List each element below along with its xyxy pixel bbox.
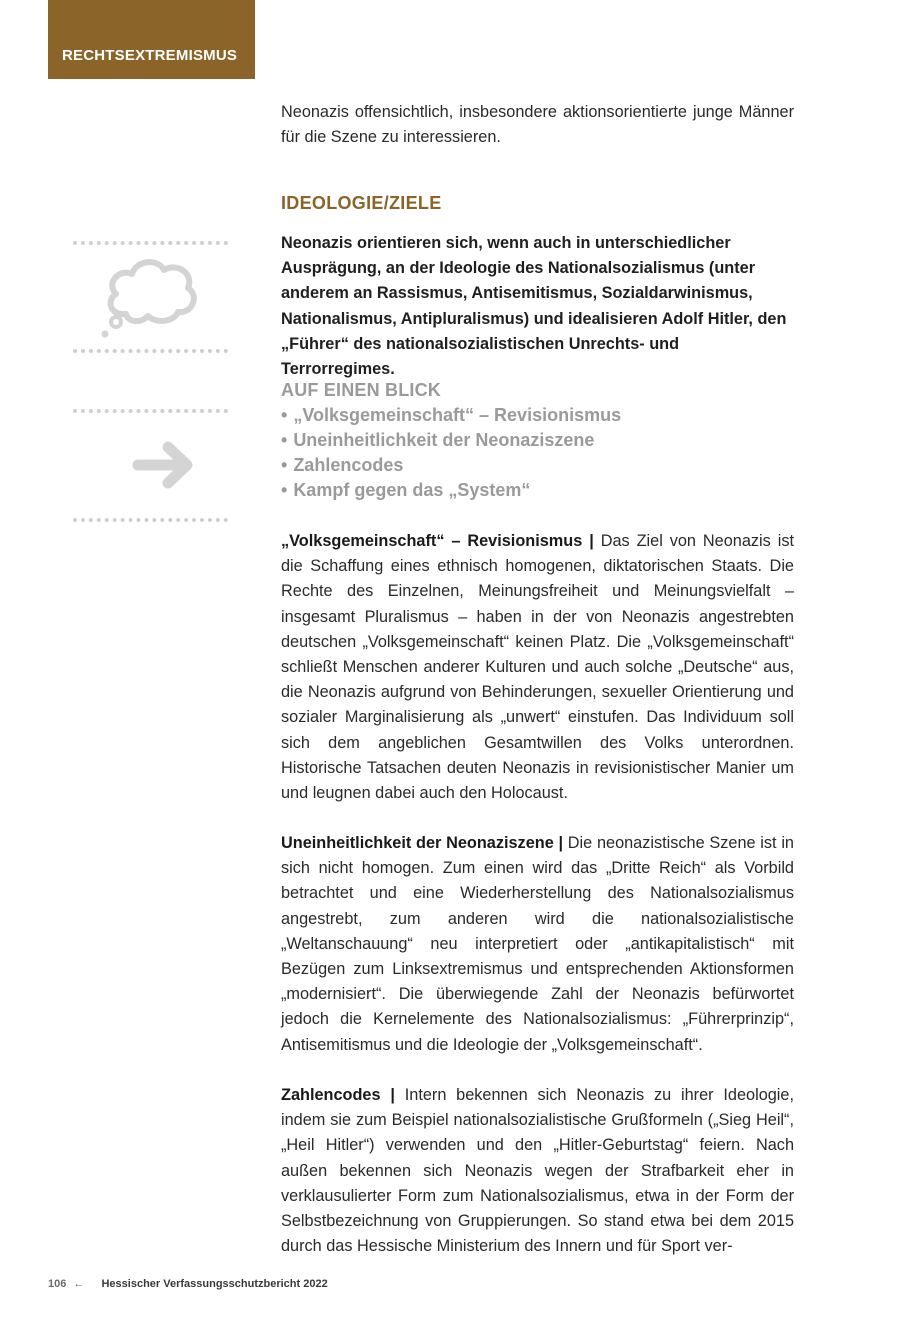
paragraph-run-in-title: „Volksgemeinschaft“ – Revisionismus | [281, 532, 594, 550]
at-a-glance-list [281, 403, 794, 503]
body-paragraph [281, 831, 794, 1058]
dotted-divider [73, 349, 228, 353]
at-a-glance-box [281, 378, 794, 503]
arrow-left-icon: ← [73, 1278, 85, 1290]
intro-paragraph: Neonazis offensichtlich, insbesondere aktionsorientierte junge Männer für die Szene zu interessieren. [281, 103, 794, 147]
list-item: • Uneinheitlichkeit der Neonaziszene [281, 428, 794, 453]
paragraph-text: Die neonazistische Szene ist in sich nicht homogen. Zum einen wird das „Dritte Reich“ als Vorbild betrachtet und eine Wiederherstellung des Nationalsozialismus angestrebt, zum anderen wird die nationalsozialistische „Weltanschauung“ neu interpretiert oder „antikapitalistisch“ mit Bezügen zum Linksextremismus und entsprechenden Aktionsformen „modernisiert“. Die überwiegende Zahl der Neonazis befürwortet jedoch die Kernelemente des Nationalsozialismus: „Führerprinzip“, Antisemitismus und die Ideologie der „Volksgemeinschaft“. [281, 834, 794, 1054]
at-a-glance-title: AUF EINEN BLICK [281, 380, 441, 400]
publication-title: Hessischer Verfassungsschutzbericht 2022 [101, 1278, 328, 1290]
page-footer [48, 1278, 328, 1290]
dotted-divider [73, 241, 228, 245]
section-heading: IDEOLOGIE/ZIELE [281, 193, 442, 213]
page-number: 106 [48, 1278, 67, 1290]
list-item: • „Volksgemeinschaft“ – Revisionismus [281, 403, 794, 428]
paragraph-run-in-title: Zahlencodes | [281, 1086, 395, 1104]
lead-paragraph: Neonazis orientieren sich, wenn auch in unterschiedlicher Ausprägung, an der Ideologie des Nationalsozialismus (unter anderem an Rassismus, Antisemitismus, Sozialdarwinismus, Nationalismus, Antipluralismus) und idealisieren Adolf Hitler, den „Führer“ des nationalsozialistischen Unrechts- und Terrorregimes. [281, 234, 787, 379]
arrow-right-icon [132, 441, 194, 489]
paragraph-run-in-title: Uneinheitlichkeit der Neonaziszene | [281, 834, 564, 852]
dotted-divider [73, 409, 228, 413]
paragraph-text: Das Ziel von Neonazis ist die Schaffung eines ethnisch homogenen, diktatorischen Staats. Die Rechte des Einzelnen, Meinungsfreiheit und Meinungsvielfalt – insgesamt Pluralismus – haben in der von Neonazis angestrebten deutschen „Volksgemeinschaft“ keinen Platz. Die „Volksgemeinschaft“ schließt Menschen anderer Kulturen und auch solche „Deutsche“ aus, die Neonazis aufgrund von Behinderungen, sexueller Orientierung und sozialer Marginalisierung als „unwert“ einstufen. Das Individuum soll sich dem angeblichen Gesamtwillen des Volks unterordnen. Historische Tatsachen deuten Neonazis in revisionistischer Manier um und leugnen dabei auch den Holocaust. [281, 532, 794, 803]
list-item: • Kampf gegen das „System“ [281, 478, 794, 503]
section-tab: RECHTSEXTREMISMUS [48, 0, 255, 79]
body-paragraph [281, 529, 794, 806]
dotted-divider [73, 518, 228, 522]
list-item: • Zahlencodes [281, 453, 794, 478]
paragraph-text: Intern bekennen sich Neonazis zu ihrer Ideologie, indem sie zum Beispiel nationalsozialistische Grußformeln („Sieg Heil“, „Heil Hitler“) verwenden und den „Hitler-Geburtstag“ feiern. Nach außen bekennen sich Neonazis wegen der Strafbarkeit eher in verklausulierter Form zum Nationalsozialismus, etwa in der Form der Selbstbezeichnung von Gruppierungen. So stand etwa bei dem 2015 durch das Hessische Ministerium des Innern und für Sport ver- [281, 1086, 794, 1256]
thought-bubble-icon [96, 256, 200, 342]
body-paragraph [281, 1083, 794, 1259]
